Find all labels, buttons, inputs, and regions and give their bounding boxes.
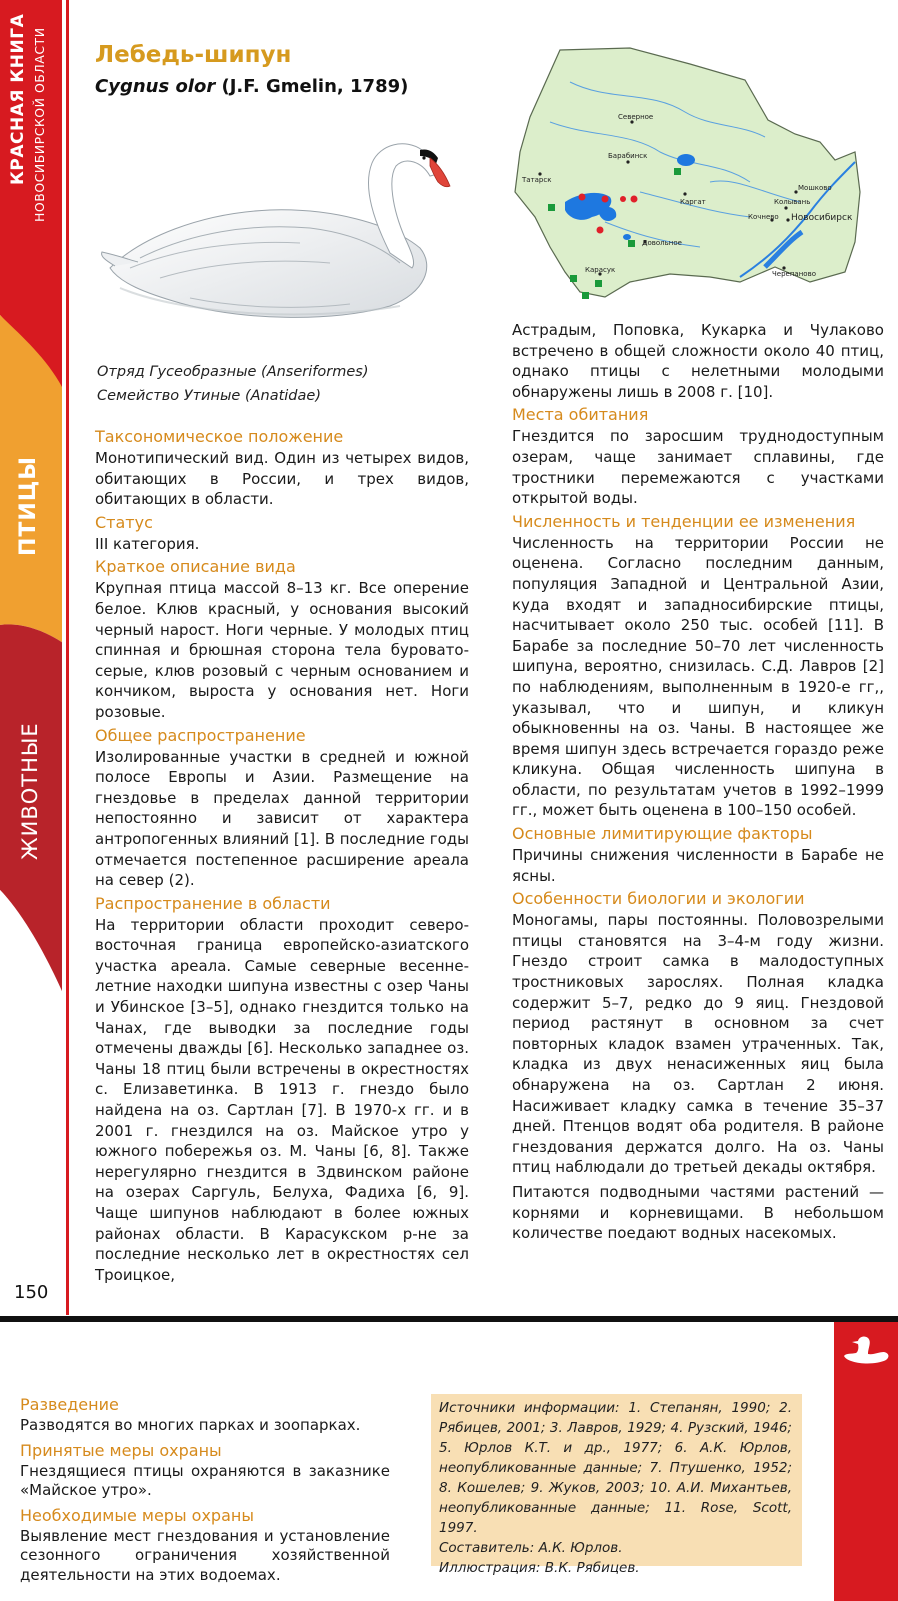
page-divider: [0, 1316, 898, 1322]
map-label-kochnevo: Кочнево: [748, 213, 779, 221]
map-label-karasuk: Карасук: [585, 266, 616, 274]
section-label-animals: ЖИВОТНЫЕ: [18, 722, 42, 860]
sources-box: [431, 1394, 802, 1576]
text-biology: Моногамы, пары постоянны. Половозрелыми птицы становятся на 3–4-м году жизни. Гнездо строит самка в малодоступных тростниковых зарослях. Полная кладка содержит 5–7, редко до 9 яиц. Гнездовой период растянут в основном за счет повторных кладок взамен утраченных. Так, кладка из двух ненасиженных яиц была обнаружена на оз. Сартлан 2 июня. Насиживает кладку самка в течение 35–37 дней. Птенцов водят оба родителя. В районе гнездования держатся долго. На оз. Чаны птиц наблюдали до третьей декады октября.: [512, 911, 884, 1177]
text-taxonomy: Монотипический вид. Один из четырех видов, обитающих в России, и трех видов, обитающих в области.: [95, 449, 469, 509]
text-general-distribution: Изолированные участки в средней и южной полосе Европы и Азии. Размещение на гнездовье в пределах данной территории непостоянно и зависит от характера антропогенных влияний [1]. В последние годы отмечается постепенное расширение ареала на север (2).: [95, 747, 469, 890]
heading-breeding: Разведение: [20, 1395, 119, 1414]
page-number: 150: [14, 1282, 49, 1303]
map-label-moshkovo: Мошково: [798, 184, 832, 192]
text-protection-needed: Выявление мест гнездования и установление сезонного ограничения хозяйственной деятельности на этих водоемах.: [20, 1526, 390, 1584]
text-limiting-factors: Причины снижения численности в Барабе не ясны.: [512, 846, 884, 885]
map-label-cherepanovo: Черепаново: [772, 270, 816, 278]
distribution-map: [510, 42, 886, 312]
map-label-severnoe: Северное: [618, 113, 654, 121]
bottom-red-band: [834, 1348, 898, 1601]
heading-biology: Особенности биологии и экологии: [512, 889, 805, 909]
heading-status: Статус: [95, 512, 153, 532]
species-latin: [95, 76, 408, 97]
map-label-kolyvan: Колывань: [774, 198, 811, 206]
map-label-tatarsk: Татарск: [522, 176, 552, 184]
band-edge: [66, 0, 69, 1315]
sources-illustration: Иллюстрация: В.К. Рябицев.: [439, 1560, 640, 1576]
text-distribution-continued: Астрадым, Поповка, Кукарка и Чулаково встречено в общей сложности около 40 птиц, однако птицы с нелетными молодыми обнаружены лишь в 2008 г. [10].: [512, 321, 884, 401]
left-column: [95, 424, 469, 1285]
latin-name: Cygnus olor: [95, 76, 216, 97]
sources-text: Источники информации: 1. Степанян, 1990; 2. Рябицев, 2001; 3. Лавров, 1929; 4. Рузский, 1946; 5. Юрлов К.Т. и др., 1977; 6. А.К. Юрлов, неопубликованные данные; 7. Птушенко, 1952; 8. Кошелев; 9. Жуков, 2003; 10. А.И. Михантьев, неопубликованные данные; 11. Rose, Scott, 1997.: [439, 1400, 792, 1536]
side-band: [0, 0, 66, 1315]
heading-population: Численность и тенденции ее изменения: [512, 511, 856, 531]
map-label-dovolnoe: Довольное: [642, 239, 682, 247]
text-habitat: Гнездится по заросшим труднодоступным озерам, чаще занимает сплавины, где тростники перемежаются с участками открытой воды.: [512, 427, 884, 508]
map-label-novosibirsk: Новосибирск: [791, 213, 853, 223]
text-protection-taken: Гнездящиеся птицы охраняются в заказнике «Майское утро».: [20, 1461, 390, 1500]
latin-author: (J.F. Gmelin, 1789): [221, 76, 409, 97]
species-title: Лебедь-шипун: [95, 42, 292, 68]
section-label-birds: ПТИЦЫ: [16, 455, 41, 556]
duck-tab: [834, 1322, 898, 1374]
text-feeding: Питаются подводными частями растений — корнями и корневищами. В небольшом количестве поедают водных насекомых.: [512, 1182, 884, 1243]
bottom-left-section: [20, 1390, 390, 1586]
book-region: НОВОСИБИРСКОЙ ОБЛАСТИ: [32, 27, 47, 222]
heading-description: Краткое описание вида: [95, 557, 296, 577]
swan-illustration: [100, 128, 470, 328]
map-label-kargat: Каргат: [680, 198, 706, 206]
text-description: Крупная птица массой 8–13 кг. Все оперение белое. Клюв красный, у основания высокий черный нарост. Ноги черные. У молодых птиц спинная и брюшная сторона тела буровато-серые, клюв розовый с черным основанием и кончиком, выроста у основания нет. Ноги розовые.: [95, 579, 469, 721]
heading-protection-taken: Принятые меры охраны: [20, 1440, 222, 1460]
map-label-barabinsk: Барабинск: [608, 152, 648, 160]
heading-regional-distribution: Распространение в области: [95, 893, 331, 913]
text-regional-distribution: На территории области проходит северо-восточная граница европейско-азиатского участка ареала. Самые северные весенне-летние находки шипуна известны с озер Чаны и Убинское [3–5], однако гнездится только на Чанах, где выводки за последние годы отмечены дважды [6]. Несколько западнее оз. Чаны 18 птиц были встречены в окрестностях с. Елизаветинка. В 1913 г. гнездо было найдена на оз. Сартлан [7]. В 1970-х гг. и в 2001 г. гнездился на оз. Майское утро у южного побережья оз. М. Чаны [6, 8]. Также нерегулярно гнездится в Здвинском районе на озерах Саргуль, Белуха, Фадиха [6, 9]. Чаще шипунов наблюдают в более южных районах области. В Карасукском р-не за последние несколько лет в окрестностях сел Троицкое,: [95, 915, 469, 1284]
right-column: [512, 320, 884, 1244]
duck-icon: [834, 1322, 898, 1374]
text-population: Численность на территории России не оценена. Согласно последним данным, популяция Западной и Центральной Азии, куда входят и западносибирские птицы, насчитывает около 250 тыс. особей [11]. В Барабе за последние 50–70 лет численность шипуна, вероятно, снизилась. С.Д. Лавров [2] по наблюдениям, выполненным в 1920-е гг,, указывал, что и шипун, и кликун обыкновенны на оз. Чаны. В настоящее же время шипун здесь встречается гораздо реже кликуна. Общая численность шипуна в области, по результатам учетов в 1992–1999 гг., может быть оценена в 100–150 особей.: [512, 533, 884, 820]
heading-protection-needed: Необходимые меры охраны: [20, 1505, 254, 1525]
heading-taxonomy: Таксономическое положение: [95, 427, 344, 446]
text-status: III категория.: [95, 534, 200, 553]
taxonomy-family: Семейство Утиные (Anatidae): [97, 388, 321, 404]
heading-general-distribution: Общее распространение: [95, 725, 306, 745]
book-title: КРАСНАЯ КНИГА: [8, 13, 28, 185]
taxonomy-order: Отряд Гусеобразные (Anseriformes): [97, 364, 369, 380]
heading-habitat: Места обитания: [512, 405, 649, 425]
text-breeding: Разводятся во многих парках и зоопарках.: [20, 1416, 361, 1434]
sources-compiler: Составитель: А.К. Юрлов.: [439, 1540, 623, 1556]
heading-limiting-factors: Основные лимитирующие факторы: [512, 824, 813, 844]
